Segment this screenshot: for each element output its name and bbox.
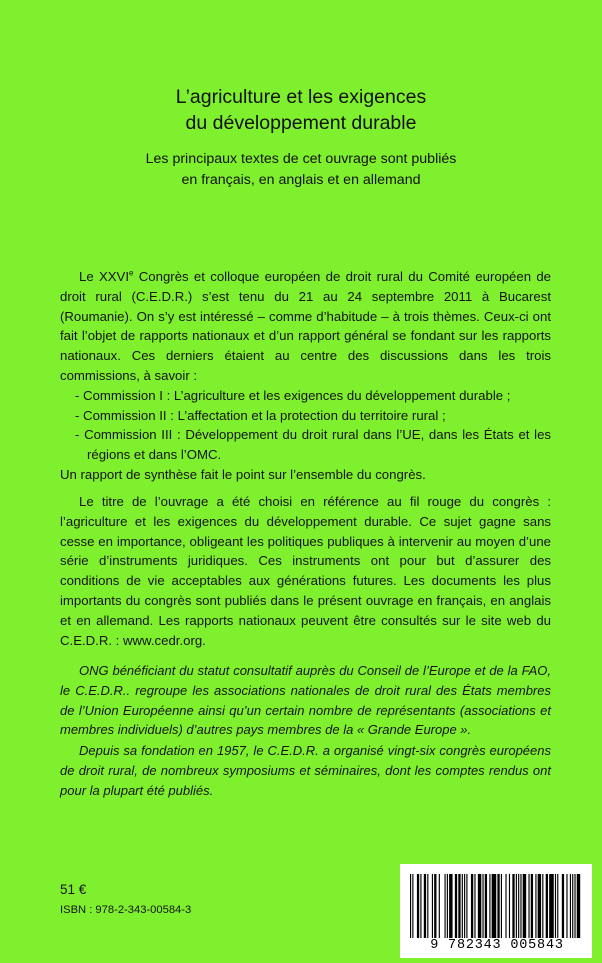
cedr-note-paragraph-1: ONG bénéficiant du statut consultatif auprès du Conseil de l’Europe et de la FAO, le C.E.D.R.. regroupe les associations nationales de droit rural des États membres de l’Union Européenne ainsi qu’un certain nombre de représentants (associations et membres individuels) d’autres pays membres de la « Grande Europe ».: [60, 663, 551, 738]
title-line-2: du développement durable: [185, 112, 417, 134]
barcode-bars: [408, 874, 584, 938]
barcode-bar: [489, 874, 490, 938]
book-title: [40, 84, 562, 136]
commission-item: - Commission II : L’affectation et la protection du territoire rural ;: [75, 407, 446, 423]
barcode-bar: [523, 874, 526, 938]
barcode-bar: [455, 874, 457, 938]
barcode-bar: [458, 874, 460, 938]
barcode-bar: [462, 874, 463, 938]
barcode-bar: [512, 874, 514, 938]
barcode-bar: [417, 874, 419, 938]
barcode-bar: [535, 874, 536, 938]
barcode-bar: [538, 874, 541, 938]
barcode-bar: [424, 874, 426, 938]
barcode-bar: [497, 874, 499, 938]
cedr-note-paragraph-2: Depuis sa fondation en 1957, le C.E.D.R. a organisé vingt-six congrès européens de droit rural, de nombreux symposiums et séminaires, dont les comptes rendus ont pour la plupart été publiés.: [60, 743, 551, 798]
barcode-bar: [570, 874, 571, 938]
barcode-bar: [474, 874, 475, 938]
commission-item: - Commission I : L’agriculture et les exigences du développement durable ;: [75, 387, 511, 403]
barcode-bar: [434, 874, 436, 938]
barcode-bar: [485, 874, 487, 938]
barcode-bar: [531, 874, 533, 938]
barcode-digits: 9 782343 005843: [430, 938, 564, 953]
barcode-bar: [482, 874, 483, 938]
barcode-bar: [449, 874, 452, 938]
ordinal-superscript: e: [129, 268, 134, 278]
summary-text-rest: Congrès et colloque européen de droit rural du Comité européen de droit rural (C.E.D.R.) s’est tenu du 21 au 24 septembre 2011 à Bucarest (Roumanie). On s’y est intéressé – comme d’habitude – à trois thèmes. Ceux-ci ont fait l’objet de rapports nationaux et d’un rapport général se fondant sur les rapports nationaux. Ces derniers étaient au centre des discussions dans les trois commissions, à savoir :: [60, 269, 552, 383]
barcode-bar: [478, 874, 481, 938]
barcode-bar: [447, 874, 448, 938]
barcode-bar: [555, 874, 556, 938]
barcode-bar: [445, 874, 446, 938]
barcode-bar: [577, 874, 580, 938]
barcode-bar: [542, 874, 543, 938]
barcode-bar: [464, 874, 465, 938]
subtitle-line-2: en français, en anglais et en allemand: [181, 172, 421, 188]
summary-text-start: Le XXVI: [79, 269, 130, 284]
barcode-bar: [574, 874, 575, 938]
barcode-bar: [566, 874, 567, 938]
barcode-bar: [528, 874, 529, 938]
book-subtitle: [40, 149, 562, 191]
barcode: [400, 864, 592, 958]
barcode-bar: [505, 874, 506, 938]
barcode-bar: [557, 874, 558, 938]
price: 51 €: [60, 882, 87, 897]
barcode-bar: [466, 874, 467, 938]
title-line-1: L’agriculture et les exigences: [175, 86, 427, 108]
commission-item: - Commission III : Développement du droit rural dans l’UE, dans les États et les régions et dans l’OMC.: [75, 427, 551, 463]
summary-section: [60, 267, 551, 485]
barcode-bar: [549, 874, 554, 938]
barcode-bar: [492, 874, 497, 938]
barcode-bar: [439, 874, 440, 938]
barcode-bar: [546, 874, 548, 938]
barcode-bar: [518, 874, 519, 938]
barcode-bar: [427, 874, 428, 938]
barcode-bar: [471, 874, 473, 938]
barcode-bar: [562, 874, 564, 938]
barcode-bar: [516, 874, 517, 938]
barcode-bar: [410, 874, 411, 938]
barcode-bar: [572, 874, 573, 938]
barcode-bar: [509, 874, 510, 938]
cedr-note: [60, 661, 551, 801]
subtitle-line-1: Les principaux textes de cet ouvrage sont publiés: [145, 151, 457, 167]
barcode-bar: [420, 874, 421, 938]
barcode-bar: [412, 874, 413, 938]
synthesis-line: Un rapport de synthèse fait le point sur l’ensemble du congrès.: [60, 466, 426, 482]
barcode-bar: [520, 874, 521, 938]
title-rationale-paragraph: Le titre de l’ouvrage a été choisi en référence au fil rouge du congrès : l’agriculture et les exigences du développement durable. Ce sujet gagne sans cesse en importance, obligeant les politiques publiques à intervenir au moyen d’une série d’instruments juridiques. Ces instruments ont pour but d’assurer des conditions de vie acceptables aux générations futures. Les documents les plus importants du congrès sont publiés dans le présent ouvrage en français, en anglais et en allemand. Les rapports nationaux peuvent être consultés sur le site web du C.E.D.R. : www.cedr.org.: [60, 494, 551, 648]
isbn: ISBN : 978-2-343-00584-3: [60, 904, 192, 916]
summary-paragraph: [60, 267, 551, 386]
commission-list: [60, 386, 551, 465]
barcode-bar: [432, 874, 433, 938]
barcode-bar: [501, 874, 502, 938]
